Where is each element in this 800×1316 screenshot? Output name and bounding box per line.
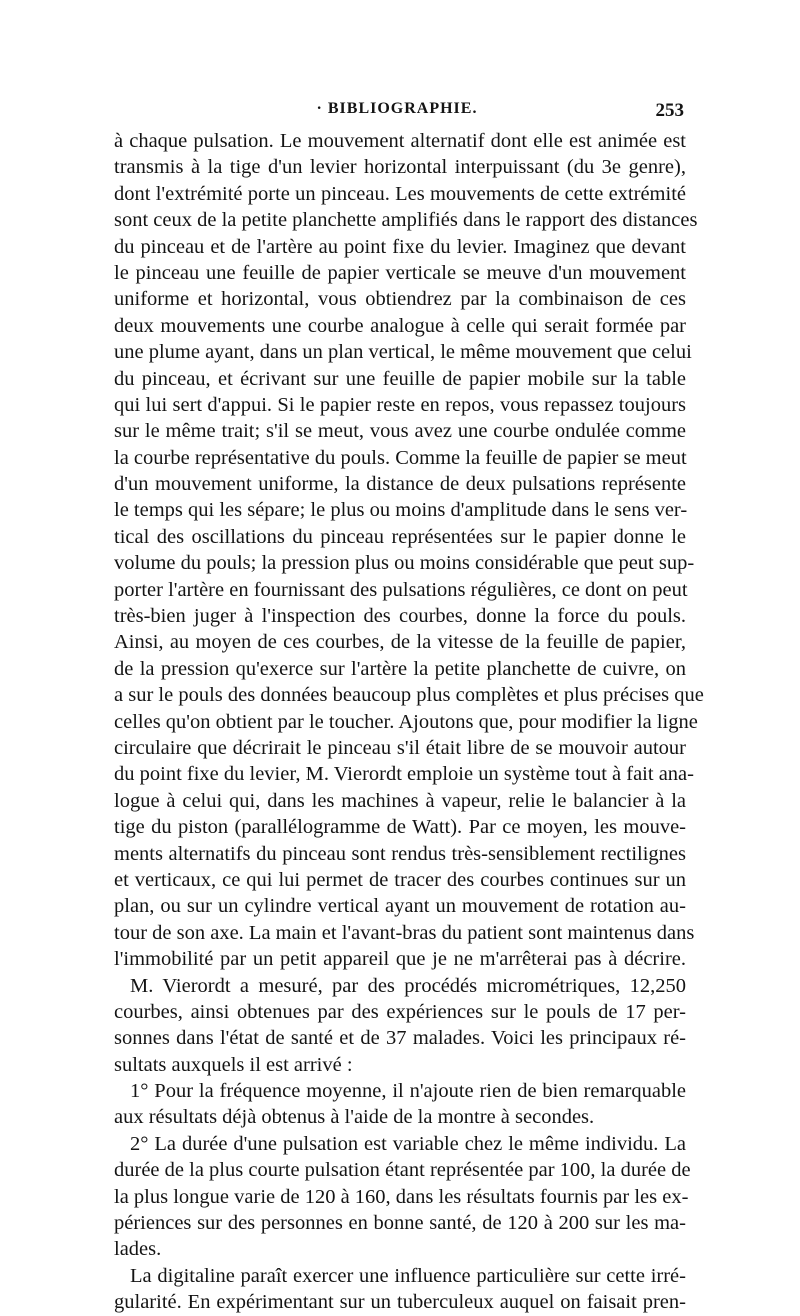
text-line: circulaire que décrirait le pinceau s'il était libre de se mouvoir autour — [114, 736, 686, 759]
text-line: celles qu'on obtient par le toucher. Ajoutons que, pour modifier la ligne — [114, 710, 698, 733]
page-number: 253 — [655, 100, 684, 121]
text-line: plan, ou sur un cylindre vertical ayant un mouvement de rotation au- — [114, 895, 686, 918]
text-line: dont l'extrémité porte un pinceau. Les mouvements de cette extrémité — [114, 182, 686, 205]
text-line: lades. — [114, 1238, 162, 1261]
text-line: la plus longue varie de 120 à 160, dans les résultats fournis par les ex- — [114, 1185, 689, 1208]
text-line: très-bien juger à l'inspection des courbes, donne la force du pouls. — [114, 605, 686, 628]
text-line: uniforme et horizontal, vous obtiendrez par la combinaison de ces — [114, 288, 686, 311]
text-line: volume du pouls; la pression plus ou moins considérable que peut sup- — [114, 552, 695, 575]
text-line: gularité. En expérimentant sur un tuberculeux auquel on faisait pren- — [114, 1291, 686, 1314]
text-line: deux mouvements une courbe analogue à celle qui serait formée par — [114, 314, 686, 337]
text-line: sont ceux de la petite planchette amplifiés dans le rapport des distances — [114, 209, 698, 232]
text-line: une plume ayant, dans un plan vertical, le même mouvement que celui — [114, 341, 692, 364]
text-line: porter l'artère en fournissant des pulsations régulières, ce dont on peut — [114, 578, 688, 601]
text-line: du point fixe du levier, M. Vierordt emploie un système tout à fait ana- — [114, 763, 694, 786]
text-line: sultats auxquels il est arrivé : — [114, 1053, 353, 1076]
text-line: la courbe représentative du pouls. Comme la feuille de papier se meut — [114, 446, 687, 469]
text-line: et verticaux, ce qui lui permet de tracer des courbes continues sur un — [114, 868, 686, 891]
text-line: logue à celui qui, dans les machines à vapeur, relie le balancier à la — [114, 789, 686, 812]
text-line: aux résultats déjà obtenus à l'aide de la montre à secondes. — [114, 1106, 595, 1129]
text-line: courbes, ainsi obtenues par des expériences sur le pouls de 17 per- — [114, 1000, 686, 1023]
text-line: à chaque pulsation. Le mouvement alternatif dont elle est animée est — [114, 130, 686, 152]
text-line: durée de la plus courte pulsation étant représentée par 100, la durée de — [114, 1159, 691, 1182]
text-line: La digitaline paraît exercer une influence particulière sur cette irré- — [130, 1264, 686, 1287]
text-line: ments alternatifs du pinceau sont rendus très-sensiblement rectilignes — [114, 842, 686, 865]
text-line: de la pression qu'exerce sur l'artère la petite planchette de cuivre, on — [114, 657, 686, 680]
text-line: le temps qui les sépare; le plus ou moins d'amplitude dans le sens ver- — [114, 499, 688, 522]
running-title: · BIBLIOGRAPHIE. — [316, 100, 478, 117]
text-line: périences sur des personnes en bonne santé, de 120 à 200 sur les ma- — [114, 1212, 686, 1235]
text-line: tour de son axe. La main et l'avant-bras du patient sont maintenus dans — [114, 921, 695, 944]
text-line: a sur le pouls des données beaucoup plus complètes et plus précises que — [114, 684, 704, 707]
text-line: l'immobilité par un petit appareil que je ne m'arrêterai pas à décrire. — [114, 948, 686, 971]
text-line: sonnes dans l'état de santé et de 37 malades. Voici les principaux ré- — [114, 1027, 686, 1050]
running-head — [110, 100, 684, 124]
text-line: transmis à la tige d'un levier horizontal interpuissant (du 3e genre), — [114, 156, 686, 179]
body-text — [114, 128, 704, 1316]
text-line: M. Vierordt a mesuré, par des procédés micrométriques, 12,250 — [130, 974, 686, 997]
text-line: d'un mouvement uniforme, la distance de deux pulsations représente — [114, 473, 686, 496]
text-line: 1° Pour la fréquence moyenne, il n'ajoute rien de bien remarquable — [130, 1080, 686, 1103]
text-line: sur le même trait; s'il se meut, vous avez une courbe ondulée comme — [114, 420, 686, 443]
text-line: tical des oscillations du pinceau représentées sur le papier donne le — [114, 525, 686, 548]
text-line: du pinceau et de l'artère au point fixe du levier. Imaginez que devant — [114, 235, 686, 258]
text-line: 2° La durée d'une pulsation est variable chez le même individu. La — [130, 1132, 686, 1155]
text-line: tige du piston (parallélogramme de Watt). Par ce moyen, les mouve- — [114, 816, 686, 839]
text-line: qui lui sert d'appui. Si le papier reste en repos, vous repassez toujours — [114, 393, 686, 416]
text-line: le pinceau une feuille de papier verticale se meuve d'un mouvement — [114, 261, 686, 284]
text-line: du pinceau, et écrivant sur une feuille de papier mobile sur la table — [114, 367, 686, 390]
text-line: Ainsi, au moyen de ces courbes, de la vitesse de la feuille de papier, — [114, 631, 686, 654]
